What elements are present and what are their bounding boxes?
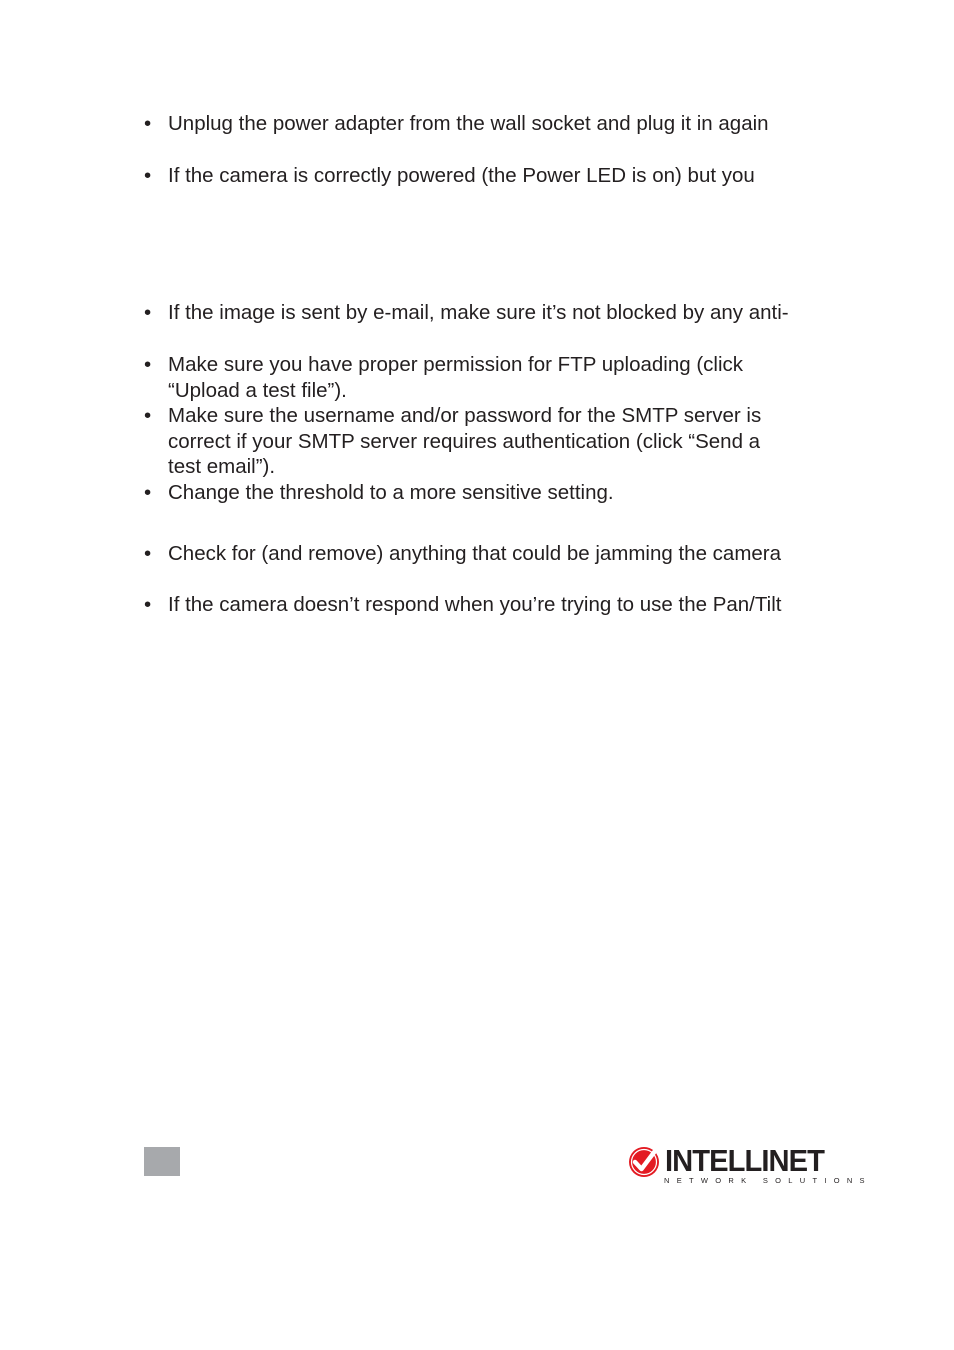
- bullet-text-line: Make sure you have proper permission for FTP uploading (click: [168, 353, 744, 376]
- bullet-marker: •: [144, 404, 152, 427]
- bullet-marker: •: [144, 353, 152, 376]
- bullet-text: Unplug the power adapter from the wall socket and plug it in again: [168, 112, 769, 135]
- bullet-text-line: “Upload a test file”).: [168, 378, 347, 402]
- bullet-text: Change the threshold to a more sensitive setting.: [168, 481, 614, 504]
- bullet-marker: •: [144, 112, 152, 135]
- bullet-item: [144, 163, 834, 189]
- bullet-marker: •: [144, 593, 152, 616]
- bullet-item: [144, 403, 834, 480]
- bullet-text: If the camera is correctly powered (the Power LED is on) but you: [168, 164, 755, 187]
- bullet-item: [144, 352, 834, 403]
- bullet-text-line: test email”).: [168, 455, 276, 478]
- bullet-item: [144, 541, 834, 567]
- bullet-marker: •: [144, 481, 152, 504]
- logo-tagline: NETWORK SOLUTIONS: [664, 1176, 872, 1185]
- bullet-marker: •: [144, 542, 152, 565]
- bullet-item: [144, 111, 834, 137]
- bullet-item: [144, 300, 834, 326]
- bullet-text: If the camera doesn’t respond when you’re trying to use the Pan/Tilt: [168, 593, 782, 616]
- bullet-marker: •: [144, 164, 152, 187]
- bullet-text: Check for (and remove) anything that could be jamming the camera: [168, 542, 782, 565]
- page-number-box: [144, 1147, 180, 1176]
- bullet-item: [144, 592, 834, 618]
- bullet-marker: •: [144, 301, 152, 324]
- bullet-item: [144, 480, 834, 506]
- logo-wordmark: INTELLINET: [665, 1143, 824, 1178]
- intellinet-logo: [627, 1143, 872, 1190]
- bullet-text-line: Make sure the username and/or password for the SMTP server is: [168, 404, 762, 427]
- bullet-text: If the image is sent by e-mail, make sure it’s not blocked by any anti-: [168, 301, 789, 324]
- checkmark-icon: [627, 1145, 661, 1179]
- bullet-text-line: correct if your SMTP server requires authentication (click “Send a: [168, 429, 761, 453]
